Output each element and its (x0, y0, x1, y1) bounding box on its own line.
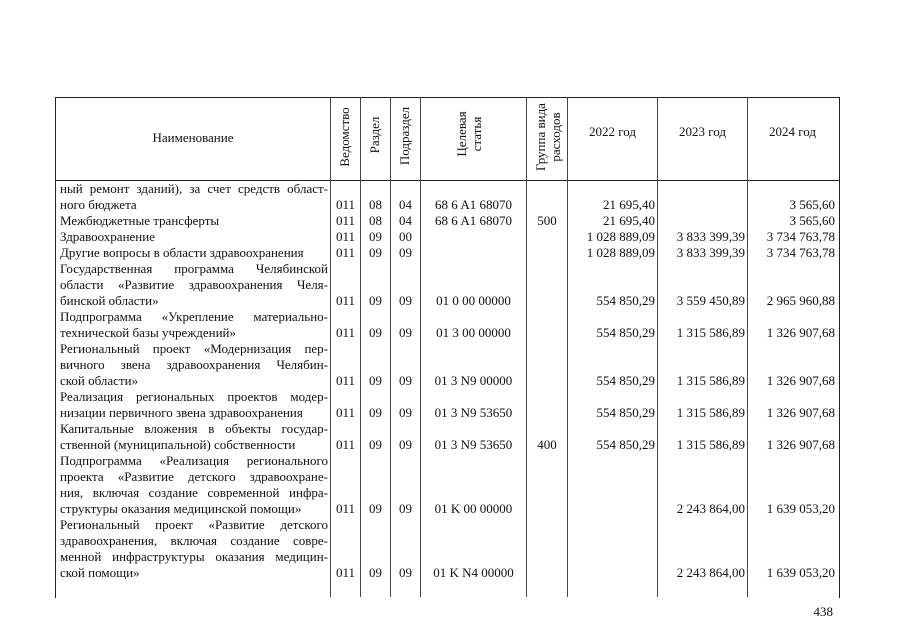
cell-razdel: 09 (369, 293, 382, 308)
cell-name-line: низации первичного звена здравоохранения (60, 405, 303, 420)
cell-2023: 1 315 586,89 (676, 373, 745, 388)
cell-name-line: ного бюджета (60, 197, 137, 212)
cell-vedomstvo: 011 (335, 405, 356, 420)
cell-2023: 1 315 586,89 (676, 325, 745, 340)
cell-2023: 2 243 864,00 (676, 501, 745, 516)
cell-name-line: проекта «Развитие детского здравоохране- (60, 469, 328, 484)
header-celevaya-2: статья (469, 116, 484, 152)
page-number: 438 (813, 604, 833, 619)
cell-razdel: 09 (369, 325, 382, 340)
column-divider (390, 97, 391, 597)
header-2024: 2024 год (769, 124, 816, 139)
cell-2023: 3 833 399,39 (676, 245, 745, 260)
cell-2023: 2 243 864,00 (676, 565, 745, 580)
cell-name-line: Региональный проект «Развитие детского (60, 517, 328, 532)
header-gruppa-1: Группа вида (533, 103, 548, 171)
cell-podrazdel: 04 (399, 213, 412, 228)
header-2022: 2022 год (589, 124, 636, 139)
cell-celevaya-statya: 01 K 00 00000 (434, 501, 513, 516)
cell-vedomstvo: 011 (335, 293, 356, 308)
column-divider (420, 97, 421, 597)
cell-name-line: Межбюджетные трансферты (60, 213, 220, 228)
header-vedomstvo: Ведомство (337, 107, 352, 167)
cell-2023: 1 315 586,89 (676, 405, 745, 420)
cell-razdel: 08 (369, 197, 382, 212)
cell-2022: 21 695,40 (603, 213, 655, 228)
cell-gruppa-vida: 500 (537, 213, 557, 228)
cell-name-line: ный ремонт зданий), за счет средств област- (60, 181, 328, 196)
cell-2024: 3 565,60 (789, 213, 835, 228)
column-divider (330, 97, 331, 597)
cell-celevaya-statya: 01 3 N9 53650 (434, 405, 513, 420)
column-divider (567, 97, 568, 597)
cell-2024: 3 734 763,78 (766, 229, 835, 244)
cell-2024: 1 639 053,20 (766, 501, 835, 516)
cell-vedomstvo: 011 (335, 565, 356, 580)
cell-razdel: 08 (369, 213, 382, 228)
cell-podrazdel: 04 (399, 197, 412, 212)
cell-2022: 1 028 889,09 (586, 245, 655, 260)
cell-name-line: ской помощи» (60, 565, 140, 580)
cell-name-line: вичного звена здравоохранения Челябин- (60, 357, 328, 372)
cell-2022: 554 850,29 (596, 325, 655, 340)
cell-2024: 1 639 053,20 (766, 565, 835, 580)
cell-celevaya-statya: 01 K N4 00000 (433, 565, 514, 580)
cell-2022: 554 850,29 (596, 405, 655, 420)
cell-podrazdel: 09 (399, 373, 412, 388)
cell-vedomstvo: 011 (335, 373, 356, 388)
cell-podrazdel: 00 (399, 229, 412, 244)
cell-celevaya-statya: 68 6 A1 68070 (435, 213, 512, 228)
column-divider (657, 97, 658, 597)
cell-vedomstvo: 011 (335, 501, 356, 516)
cell-gruppa-vida: 400 (537, 437, 557, 452)
cell-2024: 2 965 960,88 (766, 293, 835, 308)
cell-name-line: Капитальные вложения в объекты государ- (60, 421, 328, 436)
cell-2024: 1 326 907,68 (766, 437, 835, 452)
cell-razdel: 09 (369, 437, 382, 452)
cell-vedomstvo: 011 (335, 437, 356, 452)
cell-vedomstvo: 011 (335, 229, 356, 244)
cell-2024: 3 734 763,78 (766, 245, 835, 260)
header-razdel: Раздел (367, 116, 382, 154)
cell-vedomstvo: 011 (335, 325, 356, 340)
column-divider (526, 97, 527, 597)
cell-name-line: Здравоохранение (60, 229, 155, 244)
header-celevaya-1: Целевая (454, 111, 469, 157)
cell-podrazdel: 09 (399, 501, 412, 516)
cell-podrazdel: 09 (399, 437, 412, 452)
cell-2024: 1 326 907,68 (766, 373, 835, 388)
header-name: Наименование (152, 130, 234, 145)
cell-name-line: области «Развитие здравоохранения Челя- (60, 277, 328, 292)
cell-name-line: технической базы учреждений» (60, 325, 237, 340)
cell-2024: 1 326 907,68 (766, 325, 835, 340)
cell-name-line: Реализация региональных проектов модер- (60, 389, 328, 404)
cell-celevaya-statya: 01 3 N9 53650 (434, 437, 513, 452)
cell-name-line: Подпрограмма «Реализация регионального (60, 453, 328, 468)
cell-name-line: ской области» (60, 373, 139, 388)
header-2023: 2023 год (679, 124, 726, 139)
cell-name-line: ния, включая создание современной инфра- (60, 485, 328, 500)
cell-celevaya-statya: 68 6 A1 68070 (435, 197, 512, 212)
cell-podrazdel: 09 (399, 565, 412, 580)
cell-name-line: структуры оказания медицинской помощи» (60, 501, 302, 516)
cell-celevaya-statya: 01 3 N9 00000 (434, 373, 513, 388)
cell-podrazdel: 09 (399, 245, 412, 260)
cell-vedomstvo: 011 (335, 197, 356, 212)
cell-2023: 3 833 399,39 (676, 229, 745, 244)
cell-2023: 3 559 450,89 (676, 293, 745, 308)
cell-name-line: Региональный проект «Модернизация пер- (60, 341, 328, 356)
header-podrazdel: Подраздел (397, 106, 412, 166)
cell-celevaya-statya: 01 0 00 00000 (436, 293, 511, 308)
cell-razdel: 09 (369, 373, 382, 388)
cell-2022: 554 850,29 (596, 373, 655, 388)
cell-podrazdel: 09 (399, 405, 412, 420)
cell-name-line: Другие вопросы в области здравоохранения (60, 245, 304, 260)
cell-2023: 1 315 586,89 (676, 437, 745, 452)
cell-podrazdel: 09 (399, 293, 412, 308)
cell-2022: 1 028 889,09 (586, 229, 655, 244)
cell-name-line: бинской области» (60, 293, 159, 308)
cell-vedomstvo: 011 (335, 245, 356, 260)
cell-2024: 1 326 907,68 (766, 405, 835, 420)
cell-vedomstvo: 011 (335, 213, 356, 228)
cell-name-line: Подпрограмма «Укрепление материально- (60, 309, 328, 324)
column-divider (360, 97, 361, 597)
cell-2022: 554 850,29 (596, 437, 655, 452)
cell-name-line: Государственная программа Челябинской (60, 261, 328, 276)
cell-name-line: здравоохранения, включая создание совре- (60, 533, 328, 548)
cell-name-line: менной инфраструктуры оказания медицин- (60, 549, 328, 564)
cell-2024: 3 565,60 (789, 197, 835, 212)
cell-razdel: 09 (369, 501, 382, 516)
cell-name-line: ственной (муниципальной) собственности (60, 437, 296, 452)
cell-razdel: 09 (369, 229, 382, 244)
cell-razdel: 09 (369, 405, 382, 420)
cell-2022: 554 850,29 (596, 293, 655, 308)
cell-podrazdel: 09 (399, 325, 412, 340)
column-divider (747, 97, 748, 597)
cell-celevaya-statya: 01 3 00 00000 (436, 325, 511, 340)
cell-razdel: 09 (369, 245, 382, 260)
header-gruppa-2: расходов (548, 112, 563, 162)
cell-2022: 21 695,40 (603, 197, 655, 212)
cell-razdel: 09 (369, 565, 382, 580)
